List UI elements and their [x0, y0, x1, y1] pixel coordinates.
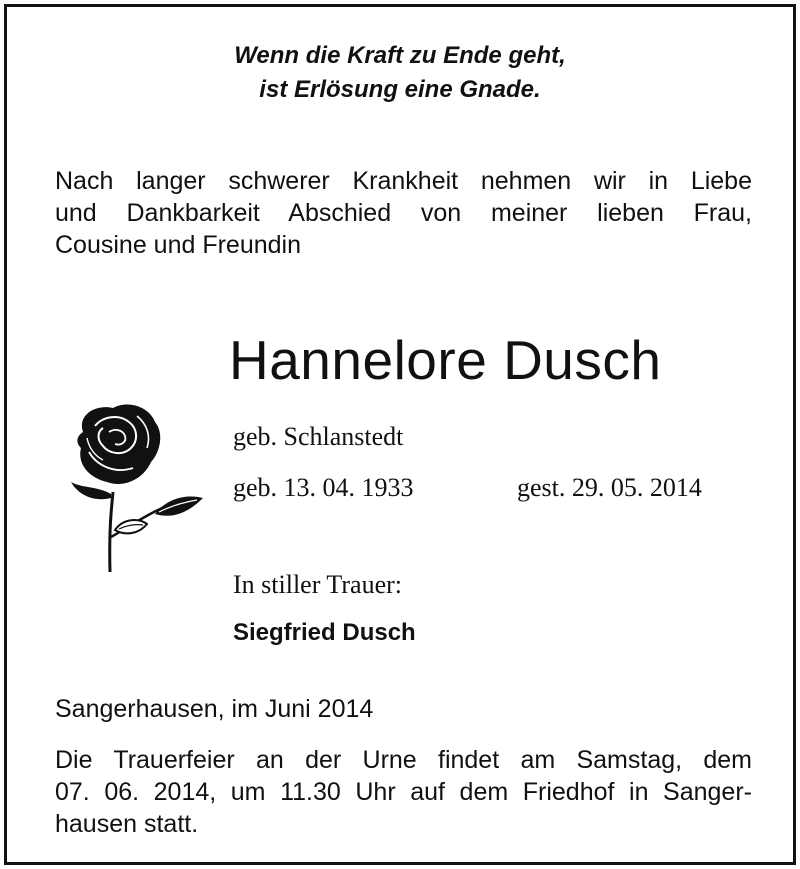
deceased-name: Hannelore Dusch: [229, 329, 662, 391]
mourning-label: In stiller Trauer:: [233, 570, 402, 599]
intro-paragraph: [55, 165, 752, 261]
motto-line-1: Wenn die Kraft zu Ende geht,: [234, 42, 566, 69]
service-paragraph: [55, 744, 752, 840]
obituary-notice: [4, 4, 796, 865]
motto-quote: [7, 39, 793, 107]
service-line-3: hausen statt.: [55, 810, 199, 838]
intro-line-3: Cousine und Freundin: [55, 231, 301, 259]
service-line-1: Die Trauerfeier an der Urne findet am Samstag, dem: [55, 746, 752, 774]
service-line-2: 07. 06. 2014, um 11.30 Uhr auf dem Friedhof in Sanger-: [55, 778, 752, 806]
birth-date: geb. 13. 04. 1933: [233, 473, 414, 502]
intro-line-2: und Dankbarkeit Abschied von meiner lieben Frau,: [55, 199, 752, 227]
rose-icon: [67, 402, 207, 577]
motto-line-2: ist Erlösung eine Gnade.: [259, 76, 541, 103]
mourner-name: Siegfried Dusch: [233, 619, 416, 646]
intro-line-1: Nach langer schwerer Krankheit nehmen wir in Liebe: [55, 167, 752, 195]
place-date-text: Sangerhausen, im Juni 2014: [55, 695, 374, 723]
maiden-name: geb. Schlanstedt: [233, 422, 404, 451]
place-date: [55, 693, 755, 725]
death-date: gest. 29. 05. 2014: [517, 473, 702, 502]
